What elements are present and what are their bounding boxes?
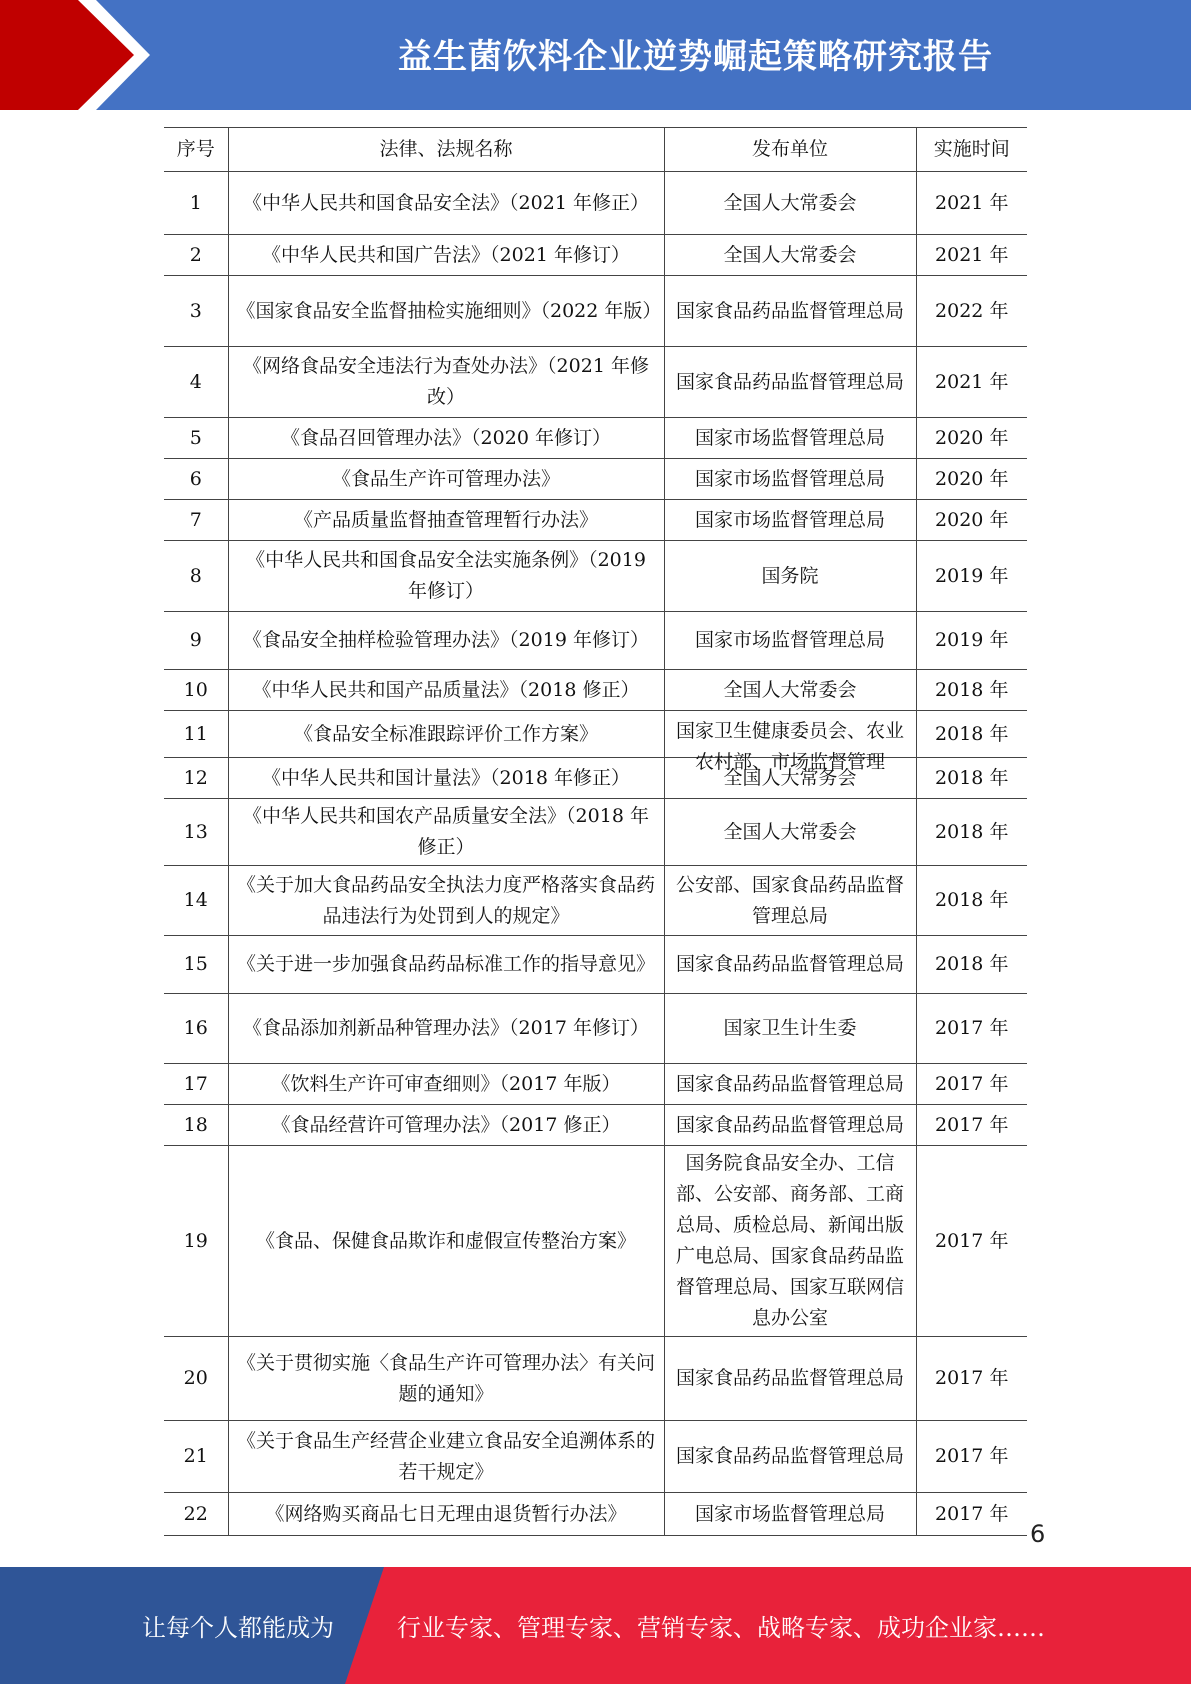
page-footer <box>0 1567 1191 1684</box>
table-row <box>164 1421 1027 1493</box>
table-row <box>164 994 1027 1064</box>
issuing-authority: 国家市场监督管理总局 <box>664 1493 916 1536</box>
regulation-name: 《中华人民共和国食品安全法实施条例》（2019 年修订） <box>228 541 664 612</box>
regulation-name: 《食品、保健食品欺诈和虚假宣传整治方案》 <box>228 1146 664 1337</box>
footer-slogan-right: 行业专家、管理专家、营销专家、战略专家、成功企业家…… <box>397 1614 1045 1642</box>
issuing-authority: 全国人大常委会 <box>664 670 916 711</box>
issuing-authority: 全国人大常委会 <box>664 235 916 276</box>
report-title: 益生菌饮料企业逆势崛起策略研究报告 <box>398 36 993 77</box>
regulation-name: 《产品质量监督抽查管理暂行办法》 <box>228 500 664 541</box>
row-number: 5 <box>164 418 228 459</box>
effective-date: 2018 年 <box>916 670 1027 711</box>
table-row <box>164 541 1027 612</box>
issuing-authority: 国家食品药品监督管理总局 <box>664 1064 916 1105</box>
effective-date: 2018 年 <box>916 866 1027 936</box>
issuing-authority: 国务院 <box>664 541 916 612</box>
table-body <box>164 172 1027 1536</box>
issuing-authority: 国务院食品安全办、工信部、公安部、商务部、工商总局、质检总局、新闻出版广电总局、国家食品药品监督管理总局、国家互联网信息办公室 <box>664 1146 916 1337</box>
table-row <box>164 235 1027 276</box>
regulation-name: 《网络购买商品七日无理由退货暂行办法》 <box>228 1493 664 1536</box>
issuing-authority: 国家卫生健康委员会、农业农村部、市场监督管理 <box>664 711 916 758</box>
table-row <box>164 612 1027 670</box>
issuing-authority: 全国人大常务会 <box>664 758 916 799</box>
effective-date: 2018 年 <box>916 799 1027 866</box>
regulation-name: 《中华人民共和国广告法》（2021 年修订） <box>228 235 664 276</box>
regulation-name: 《饮料生产许可审查细则》（2017 年版） <box>228 1064 664 1105</box>
table-row <box>164 799 1027 866</box>
table-row <box>164 936 1027 994</box>
effective-date: 2018 年 <box>916 936 1027 994</box>
issuing-authority: 国家食品药品监督管理总局 <box>664 1337 916 1421</box>
table-row <box>164 1105 1027 1146</box>
regulation-name: 《食品安全抽样检验管理办法》（2019 年修订） <box>228 612 664 670</box>
effective-date: 2020 年 <box>916 500 1027 541</box>
effective-date: 2017 年 <box>916 1064 1027 1105</box>
row-number: 14 <box>164 866 228 936</box>
table-row <box>164 459 1027 500</box>
row-number: 2 <box>164 235 228 276</box>
table-row <box>164 172 1027 235</box>
effective-date: 2017 年 <box>916 1421 1027 1493</box>
issuing-authority: 国家卫生计生委 <box>664 994 916 1064</box>
row-number: 11 <box>164 711 228 758</box>
regulation-name: 《食品召回管理办法》（2020 年修订） <box>228 418 664 459</box>
row-number: 1 <box>164 172 228 235</box>
regulation-name: 《食品安全标准跟踪评价工作方案》 <box>228 711 664 758</box>
effective-date: 2019 年 <box>916 541 1027 612</box>
effective-date: 2019 年 <box>916 612 1027 670</box>
row-number: 19 <box>164 1146 228 1337</box>
issuing-authority: 国家食品药品监督管理总局 <box>664 347 916 418</box>
effective-date: 2021 年 <box>916 235 1027 276</box>
issuing-authority: 国家食品药品监督管理总局 <box>664 936 916 994</box>
regulation-name: 《关于加大食品药品安全执法力度严格落实食品药品违法行为处罚到人的规定》 <box>228 866 664 936</box>
table-row <box>164 1337 1027 1421</box>
table-row <box>164 758 1027 799</box>
column-header-no: 序号 <box>164 128 228 172</box>
column-header-name: 法律、法规名称 <box>228 128 664 172</box>
row-number: 22 <box>164 1493 228 1536</box>
table-row <box>164 276 1027 347</box>
regulation-name: 《中华人民共和国产品质量法》（2018 修正） <box>228 670 664 711</box>
issuing-authority: 国家食品药品监督管理总局 <box>664 276 916 347</box>
effective-date: 2017 年 <box>916 1337 1027 1421</box>
row-number: 7 <box>164 500 228 541</box>
effective-date: 2017 年 <box>916 1146 1027 1337</box>
column-header-date: 实施时间 <box>916 128 1027 172</box>
page-header <box>0 0 1191 110</box>
effective-date: 2017 年 <box>916 1105 1027 1146</box>
regulations-table <box>164 127 1027 1536</box>
regulation-name: 《中华人民共和国农产品质量安全法》（2018 年修正） <box>228 799 664 866</box>
regulation-name: 《食品添加剂新品种管理办法》（2017 年修订） <box>228 994 664 1064</box>
regulation-name: 《关于食品生产经营企业建立食品安全追溯体系的若干规定》 <box>228 1421 664 1493</box>
table-row <box>164 500 1027 541</box>
table-row <box>164 347 1027 418</box>
effective-date: 2021 年 <box>916 172 1027 235</box>
regulation-name: 《网络食品安全违法行为查处办法》（2021 年修改） <box>228 347 664 418</box>
regulation-name: 《食品生产许可管理办法》 <box>228 459 664 500</box>
issuing-authority: 全国人大常委会 <box>664 799 916 866</box>
row-number: 16 <box>164 994 228 1064</box>
row-number: 15 <box>164 936 228 994</box>
issuing-authority: 国家食品药品监督管理总局 <box>664 1421 916 1493</box>
regulation-name: 《食品经营许可管理办法》（2017 修正） <box>228 1105 664 1146</box>
regulation-name: 《关于贯彻实施〈食品生产许可管理办法〉有关问题的通知》 <box>228 1337 664 1421</box>
table-row <box>164 866 1027 936</box>
issuing-authority: 全国人大常委会 <box>664 172 916 235</box>
row-number: 13 <box>164 799 228 866</box>
table-row <box>164 711 1027 758</box>
regulation-name: 《关于进一步加强食品药品标准工作的指导意见》 <box>228 936 664 994</box>
table-header-row <box>164 128 1027 172</box>
row-number: 9 <box>164 612 228 670</box>
regulation-name: 《中华人民共和国食品安全法》（2021 年修正） <box>228 172 664 235</box>
issuing-authority: 公安部、国家食品药品监督管理总局 <box>664 866 916 936</box>
table-row <box>164 1064 1027 1105</box>
issuing-authority: 国家市场监督管理总局 <box>664 612 916 670</box>
table-row <box>164 1493 1027 1536</box>
row-number: 4 <box>164 347 228 418</box>
column-header-org: 发布单位 <box>664 128 916 172</box>
table-row <box>164 418 1027 459</box>
effective-date: 2021 年 <box>916 347 1027 418</box>
table-row <box>164 670 1027 711</box>
effective-date: 2017 年 <box>916 994 1027 1064</box>
row-number: 20 <box>164 1337 228 1421</box>
table-row <box>164 1146 1027 1337</box>
effective-date: 2018 年 <box>916 711 1027 758</box>
issuing-authority: 国家市场监督管理总局 <box>664 418 916 459</box>
issuing-authority: 国家食品药品监督管理总局 <box>664 1105 916 1146</box>
row-number: 18 <box>164 1105 228 1146</box>
page-number: 6 <box>1030 1520 1046 1548</box>
row-number: 12 <box>164 758 228 799</box>
row-number: 17 <box>164 1064 228 1105</box>
row-number: 3 <box>164 276 228 347</box>
row-number: 8 <box>164 541 228 612</box>
effective-date: 2018 年 <box>916 758 1027 799</box>
effective-date: 2020 年 <box>916 459 1027 500</box>
footer-slogan-left: 让每个人都能成为 <box>142 1614 334 1642</box>
regulations-table-container <box>164 127 1027 1536</box>
row-number: 6 <box>164 459 228 500</box>
issuing-authority: 国家市场监督管理总局 <box>664 500 916 541</box>
row-number: 10 <box>164 670 228 711</box>
regulation-name: 《中华人民共和国计量法》（2018 年修正） <box>228 758 664 799</box>
issuing-authority: 国家市场监督管理总局 <box>664 459 916 500</box>
effective-date: 2017 年 <box>916 1493 1027 1536</box>
effective-date: 2020 年 <box>916 418 1027 459</box>
row-number: 21 <box>164 1421 228 1493</box>
regulation-name: 《国家食品安全监督抽检实施细则》（2022 年版） <box>228 276 664 347</box>
effective-date: 2022 年 <box>916 276 1027 347</box>
